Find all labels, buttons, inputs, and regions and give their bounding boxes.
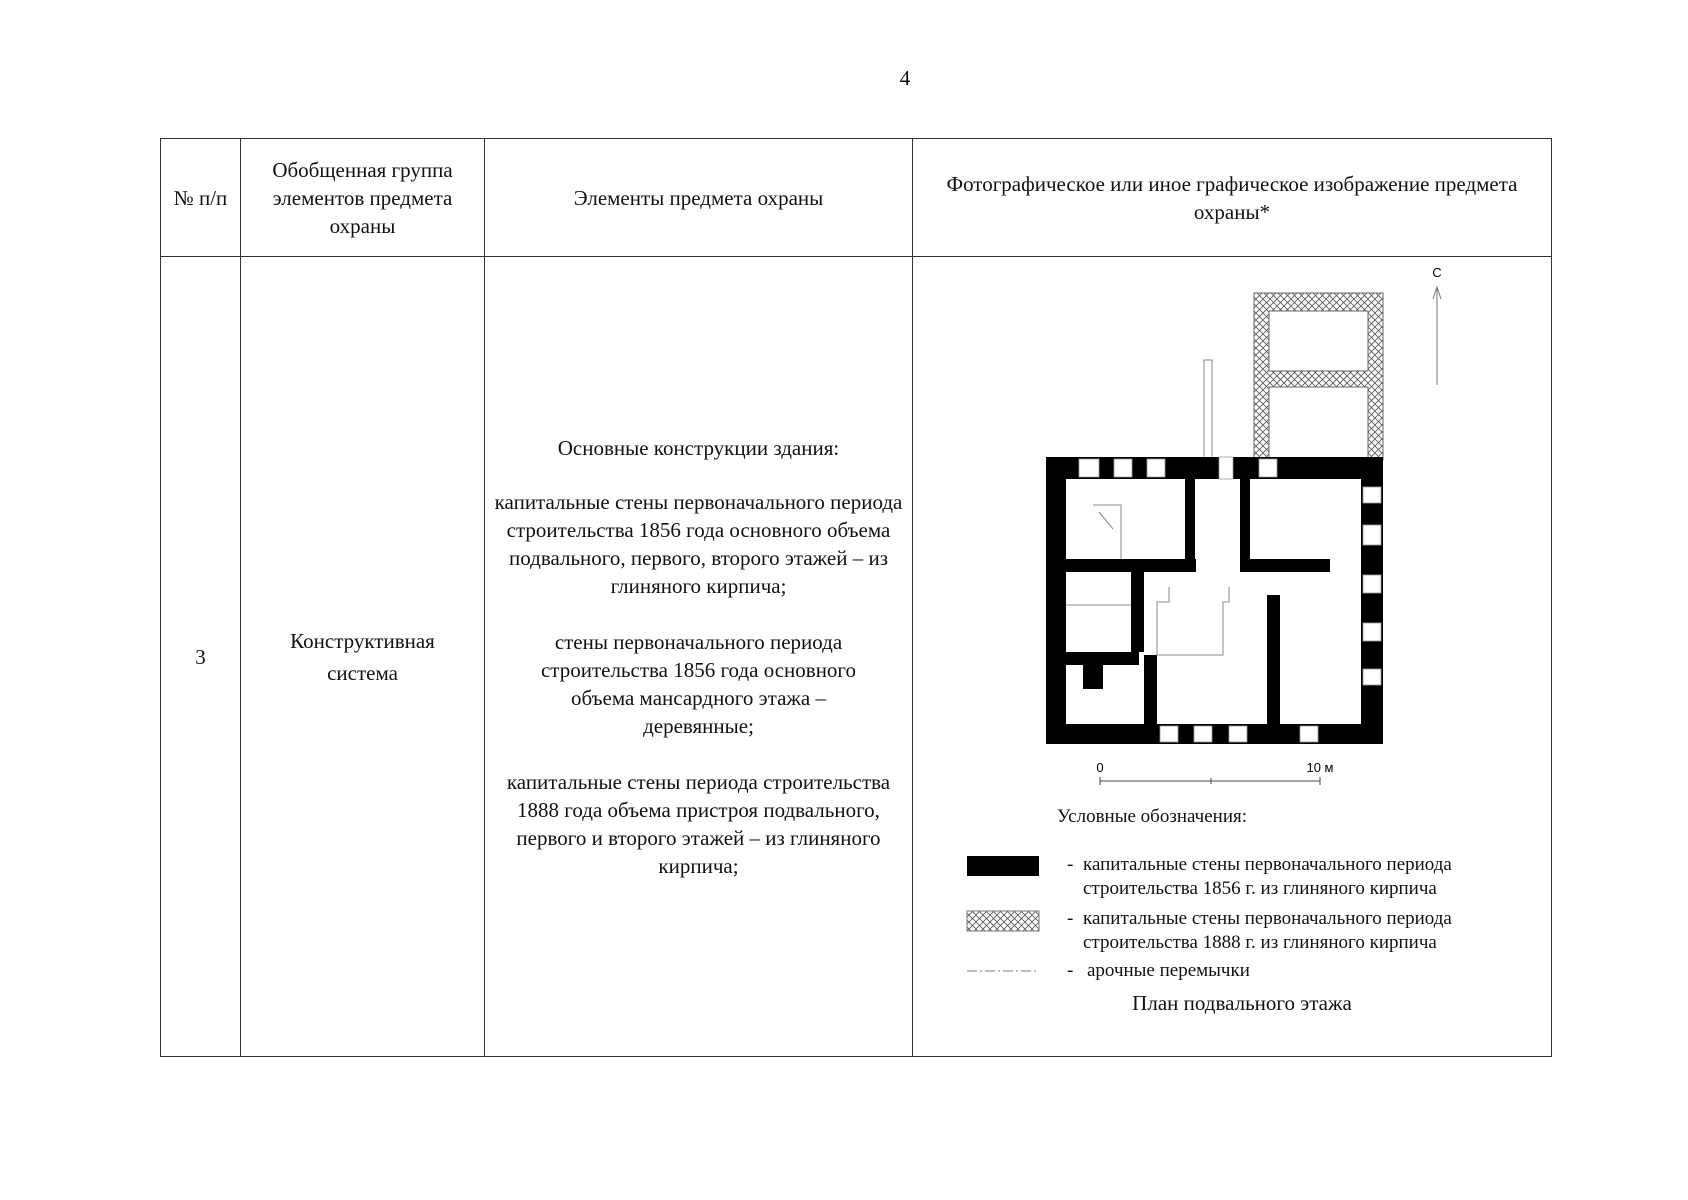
protection-table — [160, 138, 1552, 1057]
plan-legend — [913, 257, 1551, 1056]
legend-text-1888: капитальные стены первоначального периода строительства 1888 г. из глиняного кирпича — [1083, 908, 1452, 953]
north-label: С — [1432, 265, 1442, 280]
page-number: 4 — [899, 66, 911, 90]
table-header-row — [161, 139, 1552, 257]
header-number: № п/п — [161, 139, 241, 257]
element-item-2: стены первоначального периода строительства 1856 года основного объема мансардного этажа – деревянные; — [540, 629, 857, 738]
legend-text-1856: капитальные стены первоначального периода строительства 1856 г. из глиняного кирпича — [1083, 854, 1452, 899]
header-group: Обобщенная группа элементов предмета охраны — [241, 139, 485, 257]
table-row — [161, 257, 1552, 1057]
row-group: Конструктивная система — [241, 257, 485, 1057]
row-elements — [485, 257, 913, 1057]
legend-text-arches: арочные перемычки — [1087, 960, 1250, 981]
header-elements: Элементы предмета охраны — [485, 139, 913, 257]
row-image — [913, 257, 1552, 1057]
header-image: Фотографическое или иное графическое изображение предмета охраны* — [913, 139, 1552, 257]
plan-caption: План подвального этажа — [1132, 991, 1352, 1015]
row-number: 3 — [161, 257, 241, 1057]
legend-title: Условные обозначения: — [1057, 806, 1248, 827]
legend-dash: - — [1067, 854, 1074, 875]
element-item-1: капитальные стены первоначального периода строительства 1856 года основного объема подвального, первого, второго этажей – из глиняного кирпича; — [494, 489, 903, 598]
legend-dash: - — [1067, 960, 1074, 981]
legend-dash: - — [1067, 908, 1074, 929]
scale-end-label: 10 м — [1306, 760, 1334, 775]
element-item-3: капитальные стены периода строительства 1888 года объема пристроя подвального, первого и второго этажей – из глиняного кирпича; — [506, 769, 891, 878]
scale-start-label: 0 — [1096, 760, 1104, 775]
elements-intro: Основные конструкции здания: — [557, 435, 840, 460]
